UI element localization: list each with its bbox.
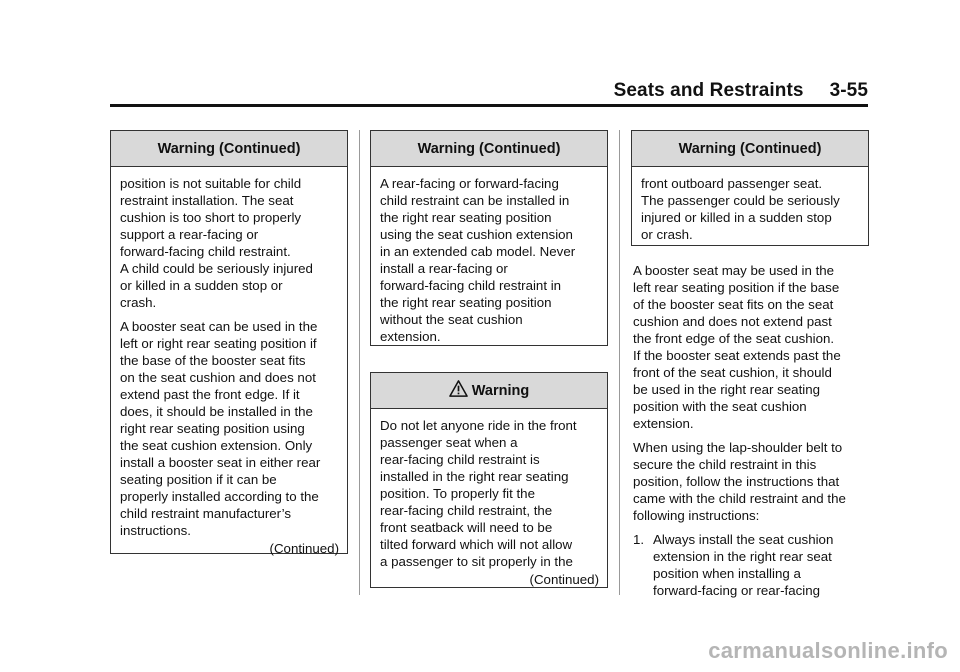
lap-shoulder-paragraph: When using the lap-shoulder belt to secure the child restraint in this position, follow the instructions that came with the child restraint and the following instructions: [633,440,846,523]
column-divider-1 [359,130,360,595]
warning-box-title: Warning (Continued) [371,131,607,167]
booster-seat-paragraph: A booster seat may be used in the left rear seating position if the base of the booster seat fits on the seat cushion and does not extend past the front edge of the seat cushion. If the booster seat extends past the front of the seat cushion, it should be used in the right rear seating position with the seat cushion extension. [633,263,841,431]
page-header [110,80,868,102]
booster-seat-text: A booster seat can be used in the left or right rear seating position if the base of the booster seat fits on the seat cushion and does not extend past the front edge. If it does, it should be installed in the right rear seating position using the seat cushion extension. Only install a booster seat in either rear seating position if it can be properly installed according to the child restraint manufacturer’s instructions. [120,319,321,538]
page-number: 3-55 [829,80,868,101]
step-number: 1. [633,532,645,547]
warning-text: A rear-facing or forward-facing child restraint can be installed in the right rear seating position using the seat cushion extension in an extended cab model. Never install a rear-facing or forward-facing child restraint in the right rear seating position without the seat cushion extension. [380,176,576,344]
warning-box-continued-col3 [631,130,869,246]
step-text: Always install the seat cushion extension in the right rear seat position when installing a forward-facing or rear-facing [653,532,834,598]
warning-text: position is not suitable for child restraint installation. The seat cushion is too short to properly support a rear-facing or forward-facing child restraint. A child could be seriously injured or killed in a sudden stop or crash. [120,176,313,310]
continued-label: (Continued) [529,572,599,587]
header-rule [110,104,868,107]
continued-label: (Continued) [269,541,339,556]
instruction-step-1 [633,531,873,599]
warning-text: Do not let anyone ride in the front passenger seat when a rear-facing child restraint is installed in the right rear seating position. To properly fit the rear-facing child restraint, the front seatback will need to be tilted forward which will not allow a passenger to sit properly in the [380,418,577,569]
warning-box-continued-col1 [110,130,348,554]
column-divider-2 [619,130,620,595]
watermark: carmanualsonline.info [708,638,948,663]
col3-body-text [633,262,873,599]
warning-icon [449,379,468,398]
warning-box-title: Warning [371,373,607,409]
warning-box-title: Warning (Continued) [111,131,347,167]
warning-text: front outboard passenger seat. The passenger could be seriously injured or killed in a sudden stop or crash. [641,176,840,242]
warning-box-col2 [370,372,608,588]
section-title: Seats and Restraints [613,80,804,101]
warning-box-title: Warning (Continued) [632,131,868,167]
warning-box-continued-col2 [370,130,608,346]
